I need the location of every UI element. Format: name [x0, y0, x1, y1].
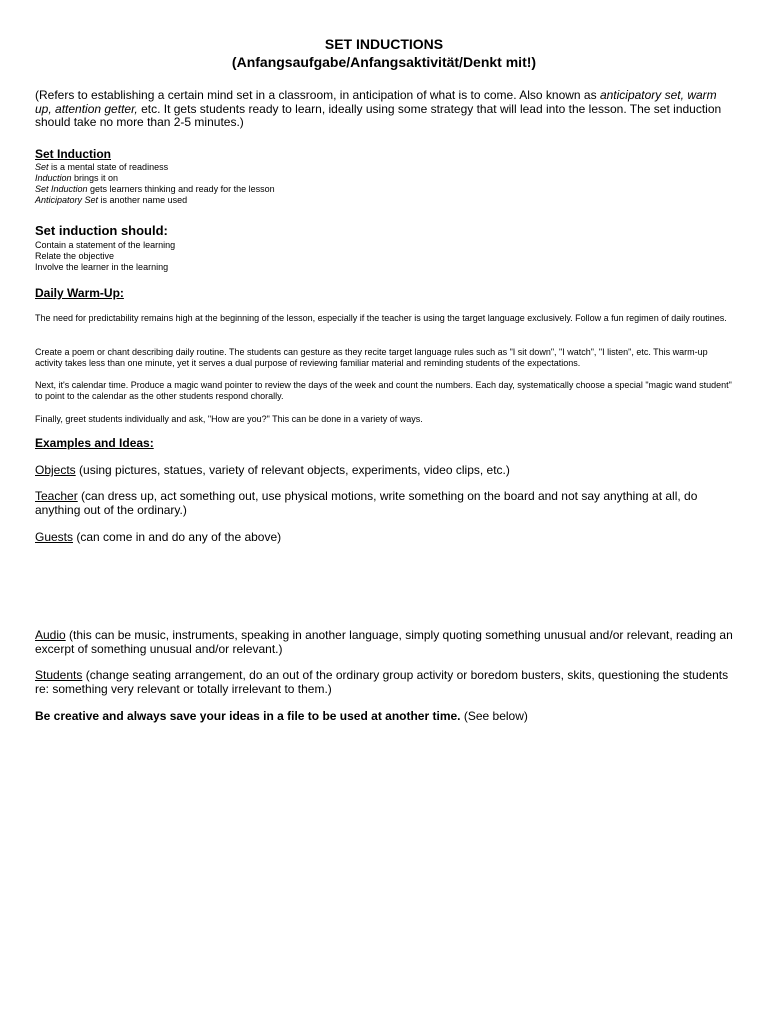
- should-item: Involve the learner in the learning: [35, 262, 169, 272]
- warmup-paragraph: Create a poem or chant describing daily routine. The students can gesture as they recite target language rules such as "I sit down", "I watch", "I listen", etc. This warm-up activity takes less than one minute, yet it serves a dual purpose of reviewing familiar material and reminding students of the expectations.: [35, 347, 708, 368]
- closing-note: (See below): [460, 709, 528, 723]
- example-text: (can dress up, act something out, use physical motions, write something on the board and not say anything at all, do anything out of the ordinary.): [35, 489, 698, 517]
- example-label: Audio: [35, 628, 66, 642]
- example-objects: [35, 464, 735, 478]
- definition-text: gets learners thinking and ready for the lesson: [87, 184, 275, 194]
- title-line-1: SET INDUCTIONS: [324, 36, 444, 52]
- example-students: [35, 669, 735, 696]
- warmup-heading: Daily Warm-Up:: [35, 286, 124, 300]
- should-heading: Set induction should:: [35, 223, 168, 238]
- intro-text-2: etc. It gets students ready to learn, ideally using some strategy that will lead into the lesson. The set induction should take no more than 2-5 minutes.): [35, 101, 722, 129]
- intro-italic-terms: anticipatory set, warm up, attention getter,: [35, 88, 717, 116]
- intro-text-1: (Refers to establishing a certain mind set in a classroom, in anticipation of what is to come. Also known as: [35, 88, 600, 102]
- example-label: Objects: [35, 463, 76, 477]
- set-induction-list: [35, 162, 275, 206]
- example-audio: [35, 629, 735, 656]
- definition-term: Anticipatory Set: [35, 195, 99, 205]
- closing-statement: [35, 709, 735, 723]
- definition-item: [35, 184, 275, 195]
- document-title: [0, 35, 768, 71]
- intro-paragraph: [35, 89, 735, 130]
- warmup-paragraph: The need for predictability remains high at the beginning of the lesson, especially if the teacher is using the target language exclusively. Follow a fun regimen of daily routines.: [35, 313, 727, 323]
- should-item: Relate the objective: [35, 251, 115, 261]
- should-item: Contain a statement of the learning: [35, 240, 176, 250]
- example-text: (can come in and do any of the above): [73, 530, 282, 544]
- example-teacher: [35, 490, 735, 517]
- example-text: (this can be music, instruments, speaking in another language, simply quoting something unusual and/or relevant, reading an excerpt of something unusual and/or relevant.): [35, 628, 733, 656]
- warmup-paragraph: Finally, greet students individually and ask, "How are you?" This can be done in a variety of ways.: [35, 414, 423, 424]
- closing-bold: Be creative and always save your ideas in a file to be used at another time.: [35, 709, 461, 723]
- example-label: Teacher: [35, 489, 78, 503]
- definition-term: Induction: [35, 173, 72, 183]
- example-label: Students: [35, 668, 83, 682]
- example-text: (using pictures, statues, variety of relevant objects, experiments, video clips, etc.): [75, 463, 510, 477]
- definition-text: brings it on: [71, 173, 119, 183]
- example-guests: [35, 531, 735, 545]
- definition-item: [35, 173, 275, 184]
- examples-heading: Examples and Ideas:: [35, 436, 154, 450]
- example-label: Guests: [35, 530, 74, 544]
- definition-term: Set Induction: [35, 184, 88, 194]
- definition-item: [35, 162, 275, 173]
- title-line-2: (Anfangsaufgabe/Anfangsaktivität/Denkt mit!): [231, 54, 537, 70]
- should-list: [35, 240, 175, 273]
- example-text: (change seating arrangement, do an out of the ordinary group activity or boredom busters, skits, questioning the students re: something very relevant or totally irrelevant to them.): [35, 668, 729, 696]
- definition-term: Set: [35, 162, 49, 172]
- set-induction-heading: Set Induction: [35, 147, 111, 161]
- definition-text: is another name used: [98, 195, 188, 205]
- warmup-paragraph: Next, it's calendar time. Produce a magic wand pointer to review the days of the week and count the numbers. Each day, systematically choose a special "magic wand student" to point to the calendar as the other students respond chorally.: [35, 380, 732, 401]
- definition-text: is a mental state of readiness: [48, 162, 169, 172]
- definition-item: [35, 195, 275, 206]
